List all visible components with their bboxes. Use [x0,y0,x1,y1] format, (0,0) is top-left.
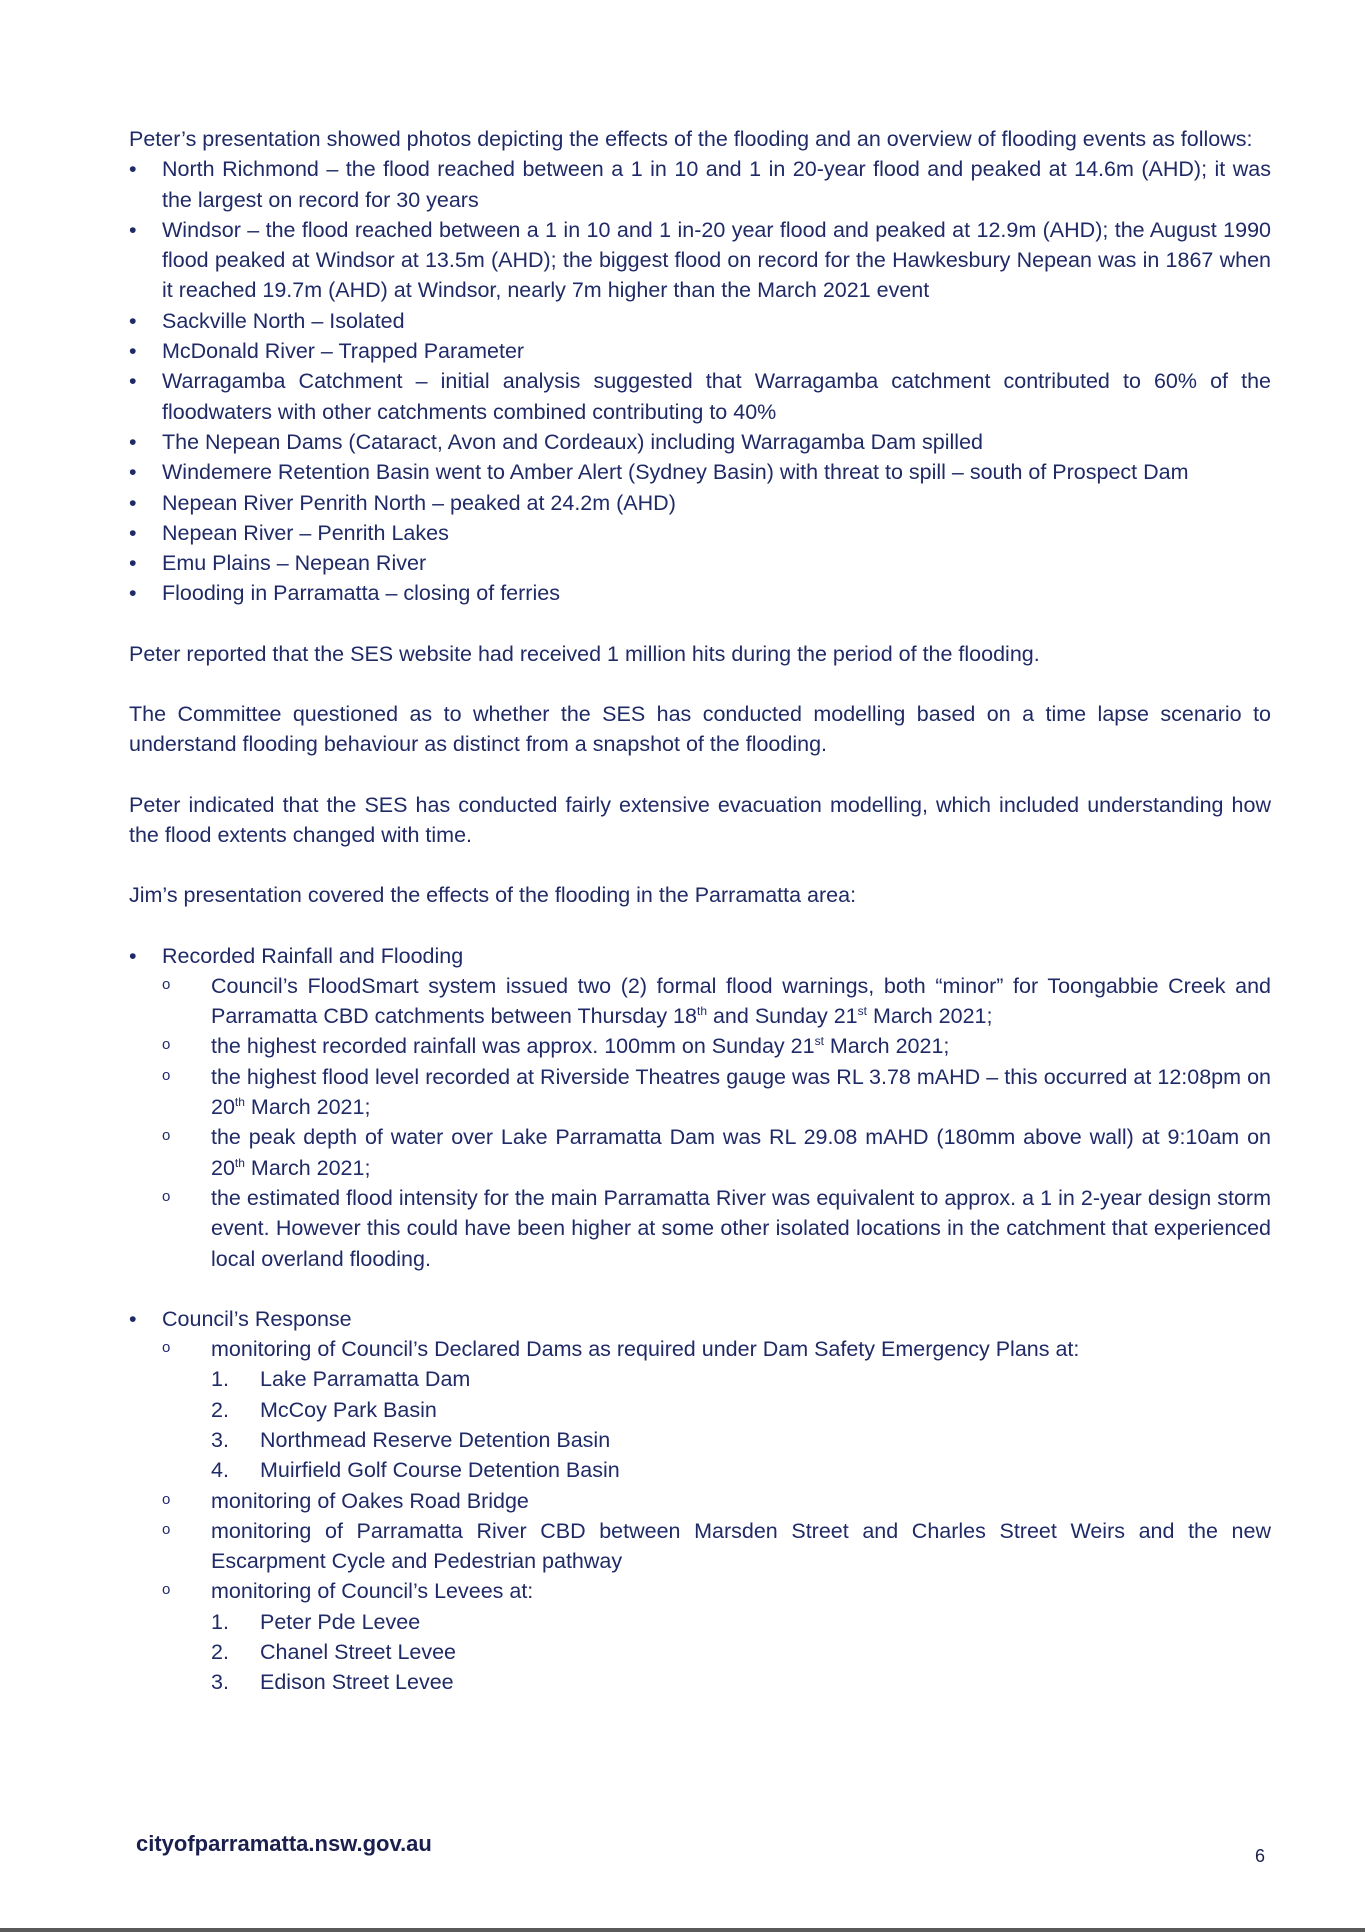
flood-events-list [129,154,1271,608]
list-item: 3. Edison Street Levee [211,1670,454,1695]
list-item: • Sackville North – Isolated [129,306,1271,336]
levees-list [211,1607,1271,1698]
declared-dams-list [211,1364,1271,1485]
list-item: • Emu Plains – Nepean River [129,548,1271,578]
footer-website: cityofparramatta.nsw.gov.au [136,1831,432,1856]
list-item: 2. Chanel Street Levee [211,1640,457,1665]
rainfall-section [129,941,1271,1274]
list-item: o Council’s FloodSmart system issued two (2) formal flood warnings, both “minor” for Toongabbie Creek and Parramatta CBD catchments between Thursday 18th and Sunday 21st March 2021; [162,971,1271,1032]
list-item: 1. Lake Parramatta Dam [211,1367,471,1392]
list-item [129,1304,1271,1698]
list-item: • The Nepean Dams (Cataract, Avon and Cordeaux) including Warragamba Dam spilled [129,427,1271,457]
list-item: o the highest flood level recorded at Riverside Theatres gauge was RL 3.78 mAHD – this occurred at 12:08pm on 20th March 2021; [162,1062,1271,1123]
committee-question-paragraph: The Committee questioned as to whether the SES has conducted modelling based on a time lapse scenario to understand flooding behaviour as distinct from a snapshot of the flooding. [129,702,1271,757]
list-item: 2. McCoy Park Basin [211,1397,437,1422]
list-item: 3. Northmead Reserve Detention Basin [211,1427,611,1452]
list-item: • North Richmond – the flood reached between a 1 in 10 and 1 in 20-year flood and peaked at 14.6m (AHD); it was the largest on record for 30 years [129,154,1271,215]
list-item: o the estimated flood intensity for the main Parramatta River was equivalent to approx. a 1 in 2-year design storm event. However this could have been higher at some other isolated locations in the catchment that experienced local overland flooding. [162,1183,1271,1274]
list-item: o monitoring of Parramatta River CBD between Marsden Street and Charles Street Weirs and the new Escarpment Cycle and Pedestrian pathway [162,1516,1271,1577]
response-heading: Council’s Response [162,1306,352,1331]
list-item: • Windemere Retention Basin went to Amber Alert (Sydney Basin) with threat to spill – south of Prospect Dam [129,457,1271,487]
list-item: • Windsor – the flood reached between a 1 in 10 and 1 in-20 year flood and peaked at 12.9m (AHD); the August 1990 flood peaked at Windsor at 13.5m (AHD); the biggest flood on record for the Hawkesbury Nepean was in 1867 when it reached 19.7m (AHD) at Windsor, nearly 7m higher than the March 2021 event [129,215,1271,306]
jim-presentation-paragraph: Jim’s presentation covered the effects of the flooding in the Parramatta area: [129,883,857,908]
list-item: • Flooding in Parramatta – closing of ferries [129,578,1271,608]
list-item: • Nepean River Penrith North – peaked at 24.2m (AHD) [129,488,1271,518]
list-item: o monitoring of Oakes Road Bridge [162,1486,1271,1516]
rainfall-heading: Recorded Rainfall and Flooding [162,943,464,968]
rainfall-sublist [162,971,1271,1274]
intro-paragraph: Peter’s presentation showed photos depicting the effects of the flooding and an overview of flooding events as follows: [129,127,1253,151]
list-item: 1. Peter Pde Levee [211,1609,421,1634]
list-item: • McDonald River – Trapped Parameter [129,336,1271,366]
list-item: o monitoring of Council’s Declared Dams as required under Dam Safety Emergency Plans at: 1. Lake Parramatta Dam 2. McCoy Park Basin 3. Northmead Reserve Detention Basin 4. Muirfield Golf Course Detention Basin [162,1334,1271,1485]
list-item [129,941,1271,1274]
list-item: o monitoring of Council’s Levees at: 1. Peter Pde Levee 2. Chanel Street Levee 3. Edison Street Levee [162,1576,1271,1697]
council-response-section [129,1304,1271,1698]
list-item: • Warragamba Catchment – initial analysis suggested that Warragamba catchment contributed to 60% of the floodwaters with other catchments combined contributing to 40% [129,366,1271,427]
list-item: 4. Muirfield Golf Course Detention Basin [211,1458,620,1483]
peter-response-paragraph: Peter indicated that the SES has conducted fairly extensive evacuation modelling, which included understanding how the flood extents changed with time. [129,792,1271,847]
page-content [129,124,1271,1698]
page-bottom-edge [0,1928,1365,1932]
list-item: o the highest recorded rainfall was approx. 100mm on Sunday 21st March 2021; [162,1031,1271,1061]
list-item: • Nepean River – Penrith Lakes [129,518,1271,548]
response-sublist [162,1334,1271,1698]
ses-hits-paragraph: Peter reported that the SES website had received 1 million hits during the period of the flooding. [129,641,1040,666]
list-item: o the peak depth of water over Lake Parramatta Dam was RL 29.08 mAHD (180mm above wall) at 9:10am on 20th March 2021; [162,1122,1271,1183]
page-number: 6 [1255,1846,1266,1866]
